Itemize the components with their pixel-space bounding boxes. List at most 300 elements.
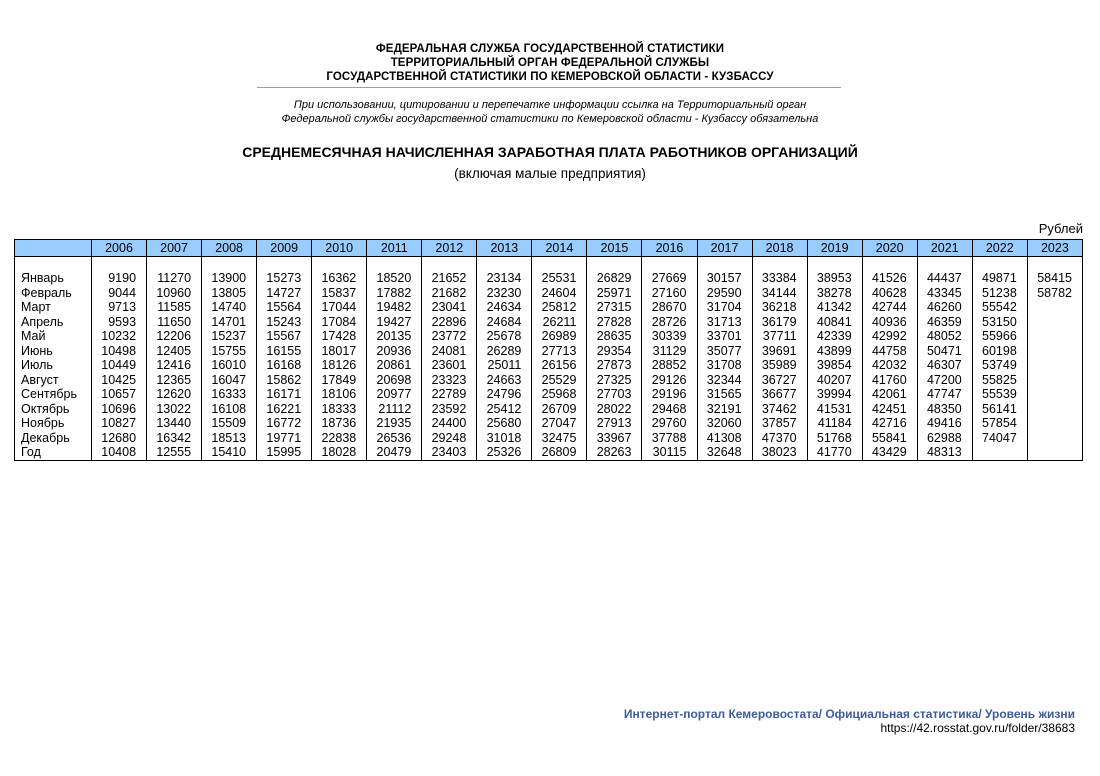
table-cell: 12365 — [147, 373, 202, 388]
table-cell: 14727 — [257, 286, 312, 301]
row-label: Декабрь — [15, 431, 92, 446]
table-cell: 18333 — [312, 402, 367, 417]
table-cell: 29590 — [697, 286, 752, 301]
table-cell: 20936 — [367, 344, 422, 359]
table-cell: 55841 — [862, 431, 917, 446]
table-row — [15, 358, 1083, 373]
table-cell — [1027, 416, 1082, 431]
table-cell: 41308 — [697, 431, 752, 446]
table-cell: 10425 — [92, 373, 147, 388]
spacer-cell — [477, 257, 532, 272]
table-cell: 42339 — [807, 329, 862, 344]
table-cell: 24684 — [477, 315, 532, 330]
table-cell: 41526 — [862, 271, 917, 286]
table-cell: 16362 — [312, 271, 367, 286]
row-label: Март — [15, 300, 92, 315]
header — [0, 42, 1100, 88]
table-cell: 36677 — [752, 387, 807, 402]
table-cell: 28670 — [642, 300, 697, 315]
year-header: 2012 — [422, 240, 477, 257]
table-cell: 20977 — [367, 387, 422, 402]
table-cell: 27828 — [587, 315, 642, 330]
row-label: Май — [15, 329, 92, 344]
table-cell: 42992 — [862, 329, 917, 344]
table-cell: 36218 — [752, 300, 807, 315]
spacer-cell — [697, 257, 752, 272]
table-cell: 40841 — [807, 315, 862, 330]
table-cell: 15755 — [202, 344, 257, 359]
table-cell: 31565 — [697, 387, 752, 402]
year-header: 2013 — [477, 240, 532, 257]
table-cell: 42032 — [862, 358, 917, 373]
spacer-cell — [807, 257, 862, 272]
table-row — [15, 431, 1083, 446]
table-cell: 55539 — [972, 387, 1027, 402]
table-cell: 23134 — [477, 271, 532, 286]
table-cell: 27713 — [532, 344, 587, 359]
table-cell: 16010 — [202, 358, 257, 373]
usage-notice — [0, 98, 1100, 126]
table-cell: 12680 — [92, 431, 147, 446]
table-cell: 12416 — [147, 358, 202, 373]
table-cell: 51768 — [807, 431, 862, 446]
row-label: Февраль — [15, 286, 92, 301]
year-header: 2016 — [642, 240, 697, 257]
table-cell: 42061 — [862, 387, 917, 402]
table-cell: 18028 — [312, 445, 367, 460]
table-cell: 24663 — [477, 373, 532, 388]
table-cell: 14701 — [202, 315, 257, 330]
table-cell: 62988 — [917, 431, 972, 446]
table-cell: 27160 — [642, 286, 697, 301]
table-cell: 15567 — [257, 329, 312, 344]
table-row — [15, 286, 1083, 301]
table-cell: 25971 — [587, 286, 642, 301]
table-cell: 18736 — [312, 416, 367, 431]
row-label: Ноябрь — [15, 416, 92, 431]
table-cell: 29196 — [642, 387, 697, 402]
salary-table — [14, 239, 1083, 461]
table-cell — [1027, 329, 1082, 344]
table-cell: 16171 — [257, 387, 312, 402]
table-cell: 9713 — [92, 300, 147, 315]
year-header: 2010 — [312, 240, 367, 257]
table-cell: 37462 — [752, 402, 807, 417]
table-cell: 25326 — [477, 445, 532, 460]
table-cell: 32191 — [697, 402, 752, 417]
table-row — [15, 329, 1083, 344]
table-cell: 15509 — [202, 416, 257, 431]
portal-url[interactable]: https://42.rosstat.gov.ru/folder/38683 — [880, 721, 1075, 735]
table-cell: 27669 — [642, 271, 697, 286]
table-cell: 38023 — [752, 445, 807, 460]
table-cell: 23772 — [422, 329, 477, 344]
table-cell: 38278 — [807, 286, 862, 301]
org-name-line-3: ГОСУДАРСТВЕННОЙ СТАТИСТИКИ ПО КЕМЕРОВСКОЙ ОБЛАСТИ - КУЗБАССУ — [326, 71, 774, 83]
table-cell: 18017 — [312, 344, 367, 359]
usage-notice-line-1: При использовании, цитировании и перепечатке информации ссылка на Территориальный орган — [293, 99, 807, 111]
table-cell: 28635 — [587, 329, 642, 344]
table-cell: 9593 — [92, 315, 147, 330]
table-row — [15, 416, 1083, 431]
table-cell: 58415 — [1027, 271, 1082, 286]
table-cell: 74047 — [972, 431, 1027, 446]
table-cell: 36179 — [752, 315, 807, 330]
table-cell: 49416 — [917, 416, 972, 431]
table-cell: 10657 — [92, 387, 147, 402]
table-cell: 13900 — [202, 271, 257, 286]
table-cell: 41184 — [807, 416, 862, 431]
table-cell: 48350 — [917, 402, 972, 417]
table-cell: 16155 — [257, 344, 312, 359]
spacer-cell — [257, 257, 312, 272]
org-name-line-1: ФЕДЕРАЛЬНАЯ СЛУЖБА ГОСУДАРСТВЕННОЙ СТАТИСТИКИ — [375, 43, 725, 55]
table-cell — [1027, 387, 1082, 402]
table-cell: 15237 — [202, 329, 257, 344]
table-cell: 10408 — [92, 445, 147, 460]
spacer-cell — [752, 257, 807, 272]
row-label: Октябрь — [15, 402, 92, 417]
table-cell: 17084 — [312, 315, 367, 330]
table-cell: 27873 — [587, 358, 642, 373]
table-cell: 21935 — [367, 416, 422, 431]
table-cell: 11585 — [147, 300, 202, 315]
table-cell — [1027, 344, 1082, 359]
table-cell: 41760 — [862, 373, 917, 388]
table-cell: 33701 — [697, 329, 752, 344]
table-cell: 58782 — [1027, 286, 1082, 301]
table-cell: 10696 — [92, 402, 147, 417]
table-cell: 13022 — [147, 402, 202, 417]
table-cell: 16333 — [202, 387, 257, 402]
table-cell: 48052 — [917, 329, 972, 344]
table-row — [15, 373, 1083, 388]
spacer-cell — [202, 257, 257, 272]
table-row — [15, 402, 1083, 417]
year-header: 2019 — [807, 240, 862, 257]
table-cell — [1027, 445, 1082, 460]
year-header: 2011 — [367, 240, 422, 257]
table-cell: 19771 — [257, 431, 312, 446]
table-cell: 53749 — [972, 358, 1027, 373]
table-spacer-row — [15, 257, 1083, 272]
table-cell: 46307 — [917, 358, 972, 373]
table-cell: 15410 — [202, 445, 257, 460]
table-cell: 28726 — [642, 315, 697, 330]
table-cell: 35077 — [697, 344, 752, 359]
table-cell: 23041 — [422, 300, 477, 315]
table-cell: 43345 — [917, 286, 972, 301]
table-cell: 43429 — [862, 445, 917, 460]
row-label: Апрель — [15, 315, 92, 330]
year-header: 2014 — [532, 240, 587, 257]
table-cell: 11270 — [147, 271, 202, 286]
table-cell: 29126 — [642, 373, 697, 388]
row-label: Июнь — [15, 344, 92, 359]
table-cell: 27047 — [532, 416, 587, 431]
table-cell — [1027, 431, 1082, 446]
table-cell: 56141 — [972, 402, 1027, 417]
table-cell: 31704 — [697, 300, 752, 315]
table-cell: 18106 — [312, 387, 367, 402]
row-label: Август — [15, 373, 92, 388]
table-cell: 11650 — [147, 315, 202, 330]
spacer-cell — [92, 257, 147, 272]
table-cell: 36727 — [752, 373, 807, 388]
table-cell: 12405 — [147, 344, 202, 359]
year-header: 2009 — [257, 240, 312, 257]
table-cell: 55825 — [972, 373, 1027, 388]
spacer-cell — [312, 257, 367, 272]
table-body — [15, 257, 1083, 461]
spacer-cell — [147, 257, 202, 272]
table-cell: 26989 — [532, 329, 587, 344]
year-header: 2018 — [752, 240, 807, 257]
year-header: 2015 — [587, 240, 642, 257]
table-header-row — [15, 240, 1083, 257]
table-cell: 24400 — [422, 416, 477, 431]
table-cell: 51238 — [972, 286, 1027, 301]
table-cell: 29760 — [642, 416, 697, 431]
page-subtitle: (включая малые предприятия) — [454, 166, 646, 181]
table-cell: 30115 — [642, 445, 697, 460]
table-cell: 37857 — [752, 416, 807, 431]
table-cell: 17849 — [312, 373, 367, 388]
table-cell: 40936 — [862, 315, 917, 330]
spacer-cell — [972, 257, 1027, 272]
table-cell — [1027, 373, 1082, 388]
table-cell: 34144 — [752, 286, 807, 301]
table-cell: 32344 — [697, 373, 752, 388]
table-cell: 25011 — [477, 358, 532, 373]
table-cell: 60198 — [972, 344, 1027, 359]
portal-link[interactable]: Интернет-портал Кемеровостата/ Официальная статистика/ Уровень жизни — [623, 707, 1075, 721]
table-cell: 39854 — [807, 358, 862, 373]
table-cell: 16047 — [202, 373, 257, 388]
table-cell: 25678 — [477, 329, 532, 344]
table-cell: 42744 — [862, 300, 917, 315]
table-cell: 31713 — [697, 315, 752, 330]
table-cell: 16342 — [147, 431, 202, 446]
year-header: 2021 — [917, 240, 972, 257]
spacer-cell — [422, 257, 477, 272]
table-cell: 24796 — [477, 387, 532, 402]
table-cell: 25812 — [532, 300, 587, 315]
table-cell: 21112 — [367, 402, 422, 417]
row-label: Январь — [15, 271, 92, 286]
year-header: 2006 — [92, 240, 147, 257]
table-cell: 27325 — [587, 373, 642, 388]
table-cell: 20698 — [367, 373, 422, 388]
table-cell: 20135 — [367, 329, 422, 344]
table-cell — [1027, 358, 1082, 373]
table-row — [15, 271, 1083, 286]
table-cell: 31708 — [697, 358, 752, 373]
table-cell: 37788 — [642, 431, 697, 446]
table-row — [15, 315, 1083, 330]
table-cell — [1027, 300, 1082, 315]
table-cell: 15564 — [257, 300, 312, 315]
table-cell: 31018 — [477, 431, 532, 446]
table-cell: 24634 — [477, 300, 532, 315]
page-title: СРЕДНЕМЕСЯЧНАЯ НАЧИСЛЕННАЯ ЗАРАБОТНАЯ ПЛАТА РАБОТНИКОВ ОРГАНИЗАЦИЙ — [242, 144, 858, 160]
table-cell: 22789 — [422, 387, 477, 402]
table-cell: 19427 — [367, 315, 422, 330]
table-cell: 55966 — [972, 329, 1027, 344]
table-cell: 12555 — [147, 445, 202, 460]
table-cell: 23230 — [477, 286, 532, 301]
table-cell: 26536 — [367, 431, 422, 446]
table-cell: 41770 — [807, 445, 862, 460]
row-label: Июль — [15, 358, 92, 373]
table-cell: 25968 — [532, 387, 587, 402]
table-cell: 18520 — [367, 271, 422, 286]
table-cell: 16108 — [202, 402, 257, 417]
spacer-cell — [1027, 257, 1082, 272]
table-cell: 44437 — [917, 271, 972, 286]
year-header: 2008 — [202, 240, 257, 257]
table-row — [15, 387, 1083, 402]
table-cell: 32475 — [532, 431, 587, 446]
table-cell: 39691 — [752, 344, 807, 359]
table-cell: 33967 — [587, 431, 642, 446]
table-cell: 30339 — [642, 329, 697, 344]
spacer-cell — [862, 257, 917, 272]
table-cell: 19482 — [367, 300, 422, 315]
table-cell: 50471 — [917, 344, 972, 359]
table-cell: 38953 — [807, 271, 862, 286]
table-cell: 49871 — [972, 271, 1027, 286]
row-label: Год — [15, 445, 92, 460]
table-cell: 25412 — [477, 402, 532, 417]
table-cell: 15837 — [312, 286, 367, 301]
table-cell: 9190 — [92, 271, 147, 286]
table-cell: 13440 — [147, 416, 202, 431]
table-cell: 31129 — [642, 344, 697, 359]
table-cell: 21652 — [422, 271, 477, 286]
table-cell: 27703 — [587, 387, 642, 402]
table-cell: 14740 — [202, 300, 257, 315]
table-cell: 10449 — [92, 358, 147, 373]
table-cell: 26829 — [587, 271, 642, 286]
table-cell: 15862 — [257, 373, 312, 388]
table-cell: 27913 — [587, 416, 642, 431]
table-row — [15, 445, 1083, 460]
table-cell: 32060 — [697, 416, 752, 431]
spacer-cell — [367, 257, 422, 272]
table-cell: 24081 — [422, 344, 477, 359]
org-name-line-2: ТЕРРИТОРИАЛЬНЫЙ ОРГАН ФЕДЕРАЛЬНОЙ СЛУЖБЫ — [390, 57, 710, 69]
table-cell: 37711 — [752, 329, 807, 344]
table-cell — [1027, 402, 1082, 417]
table-cell: 27315 — [587, 300, 642, 315]
table-cell: 10960 — [147, 286, 202, 301]
table-cell: 17428 — [312, 329, 367, 344]
table-cell: 57854 — [972, 416, 1027, 431]
spacer-cell — [917, 257, 972, 272]
table-cell: 12620 — [147, 387, 202, 402]
table-cell: 28022 — [587, 402, 642, 417]
table-cell: 23323 — [422, 373, 477, 388]
year-header: 2022 — [972, 240, 1027, 257]
table-cell: 40628 — [862, 286, 917, 301]
table-cell: 35989 — [752, 358, 807, 373]
table-cell: 25529 — [532, 373, 587, 388]
table-cell: 43899 — [807, 344, 862, 359]
table-cell: 17044 — [312, 300, 367, 315]
table-cell: 25531 — [532, 271, 587, 286]
table-cell: 22896 — [422, 315, 477, 330]
table-cell: 29468 — [642, 402, 697, 417]
units-label: Рублей — [1038, 221, 1083, 236]
table-cell: 33384 — [752, 271, 807, 286]
table-cell: 47370 — [752, 431, 807, 446]
table-cell: 26289 — [477, 344, 532, 359]
table-cell: 22838 — [312, 431, 367, 446]
row-label: Сентябрь — [15, 387, 92, 402]
table-cell: 13805 — [202, 286, 257, 301]
table-cell: 30157 — [697, 271, 752, 286]
table-cell: 41531 — [807, 402, 862, 417]
table-cell: 18126 — [312, 358, 367, 373]
spacer-cell — [15, 257, 92, 272]
year-header: 2017 — [697, 240, 752, 257]
table-cell: 47200 — [917, 373, 972, 388]
table-cell: 41342 — [807, 300, 862, 315]
table-cell: 29354 — [587, 344, 642, 359]
table-header-empty — [15, 240, 92, 257]
year-header: 2023 — [1027, 240, 1082, 257]
table-cell: 47747 — [917, 387, 972, 402]
table-cell: 15995 — [257, 445, 312, 460]
table-cell: 48313 — [917, 445, 972, 460]
table-cell: 26156 — [532, 358, 587, 373]
table-row — [15, 344, 1083, 359]
table-cell: 20479 — [367, 445, 422, 460]
table-cell: 29248 — [422, 431, 477, 446]
table-cell: 55542 — [972, 300, 1027, 315]
table-cell — [972, 445, 1027, 460]
table-cell: 17882 — [367, 286, 422, 301]
table-cell: 16168 — [257, 358, 312, 373]
table-cell: 40207 — [807, 373, 862, 388]
spacer-cell — [642, 257, 697, 272]
table-cell: 32648 — [697, 445, 752, 460]
table-cell: 53150 — [972, 315, 1027, 330]
table-cell: 42451 — [862, 402, 917, 417]
table-cell: 9044 — [92, 286, 147, 301]
table-cell: 16772 — [257, 416, 312, 431]
year-header: 2007 — [147, 240, 202, 257]
table-cell: 10498 — [92, 344, 147, 359]
table-cell: 12206 — [147, 329, 202, 344]
spacer-cell — [532, 257, 587, 272]
table-cell: 39994 — [807, 387, 862, 402]
table-cell: 44758 — [862, 344, 917, 359]
table-cell: 46359 — [917, 315, 972, 330]
table-cell — [1027, 315, 1082, 330]
table-row — [15, 300, 1083, 315]
year-header: 2020 — [862, 240, 917, 257]
table-cell: 25680 — [477, 416, 532, 431]
usage-notice-line-2: Федеральной службы государственной статистики по Кемеровской области - Кузбассу обязательна — [281, 113, 819, 125]
table-cell: 23592 — [422, 402, 477, 417]
table-cell: 10232 — [92, 329, 147, 344]
header-divider — [257, 87, 841, 88]
table-cell: 16221 — [257, 402, 312, 417]
table-cell: 23601 — [422, 358, 477, 373]
table-cell: 21682 — [422, 286, 477, 301]
